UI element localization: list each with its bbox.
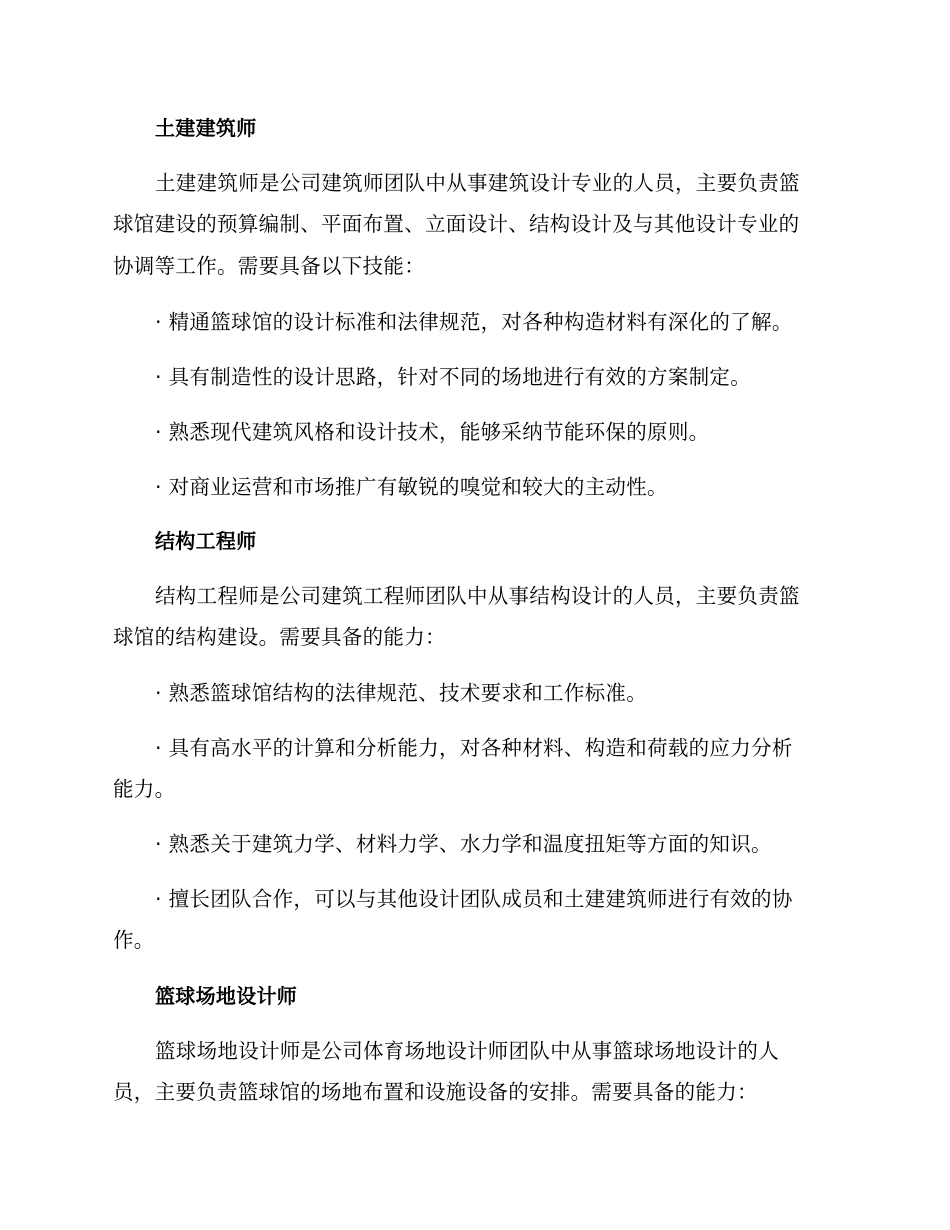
bullet-item: · 熟悉现代建筑风格和设计技术，能够采纳节能环保的原则。 (155, 420, 710, 444)
bullet-item-continuation: 作。 (113, 928, 155, 952)
bullet-item: · 熟悉篮球馆结构的法律规范、技术要求和工作标准。 (155, 681, 648, 705)
bullet-item: · 具有制造性的设计思路，针对不同的场地进行有效的方案制定。 (155, 365, 752, 389)
paragraph-line: 球馆的结构建设。需要具备的能力： (113, 625, 446, 649)
section-heading: 结构工程师 (155, 529, 257, 553)
bullet-item: · 熟悉关于建筑力学、材料力学、水力学和温度扭矩等方面的知识。 (155, 832, 772, 856)
section-heading: 篮球场地设计师 (155, 984, 298, 1008)
bullet-item: · 精通篮球馆的设计标准和法律规范，对各种构造材料有深化的了解。 (155, 310, 793, 334)
paragraph-line: 篮球场地设计师是公司体育场地设计师团队中从事篮球场地设计的人 (155, 1039, 779, 1063)
paragraph-line: 协调等工作。需要具备以下技能： (113, 254, 425, 278)
bullet-item: · 擅长团队合作，可以与其他设计团队成员和土建建筑师进行有效的协 (155, 887, 793, 911)
bullet-item: · 具有高水平的计算和分析能力，对各种材料、构造和荷载的应力分析 (155, 736, 793, 760)
paragraph-line: 结构工程师是公司建筑工程师团队中从事结构设计的人员，主要负责篮 (155, 584, 800, 608)
section-heading: 土建建筑师 (155, 116, 257, 140)
paragraph-line: 土建建筑师是公司建筑师团队中从事建筑设计专业的人员，主要负责篮 (155, 171, 800, 195)
paragraph-line: 员，主要负责篮球馆的场地布置和设施设备的安排。需要具备的能力： (113, 1080, 758, 1104)
bullet-item: · 对商业运营和市场推广有敏锐的嗅觉和较大的主动性。 (155, 475, 668, 499)
paragraph-line: 球馆建设的预算编制、平面布置、立面设计、结构设计及与其他设计专业的 (113, 212, 800, 236)
bullet-item-continuation: 能力。 (113, 777, 176, 801)
